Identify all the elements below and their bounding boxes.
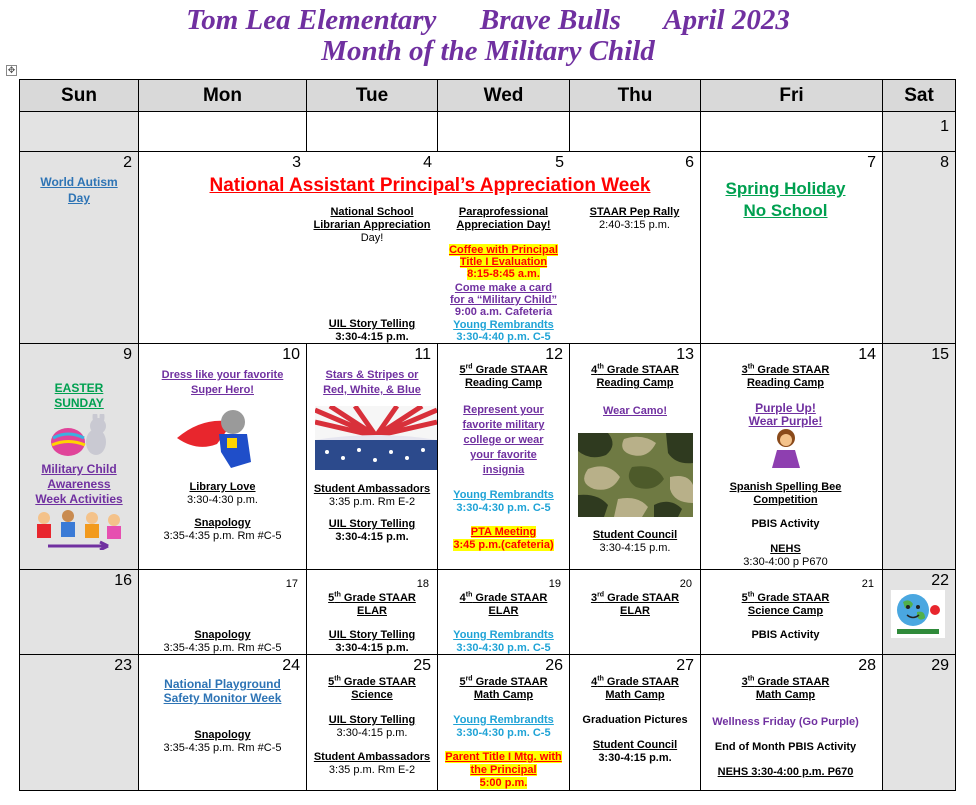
event-librarian-day: National School Librarian Appreciation Day!: [313, 206, 431, 244]
header-mon: Mon: [138, 79, 307, 112]
day-number: 28: [858, 657, 876, 674]
event-staar-pep-rally: STAAR Pep Rally 2:40-3:15 p.m.: [589, 206, 680, 231]
day-cell: [569, 654, 701, 791]
event-wear-camo: Wear Camo!: [603, 405, 667, 417]
day-number: 4: [423, 154, 432, 171]
day-number: 2: [123, 154, 132, 171]
event-staar-elar: 5th Grade STAAR ELAR: [328, 591, 416, 617]
event-spring-holiday: Spring Holiday No School: [725, 179, 846, 220]
day-number: 22: [931, 572, 949, 589]
day-number: 19: [548, 578, 561, 590]
event-graduation-pictures: Graduation Pictures: [582, 714, 688, 726]
cell-empty: [19, 111, 139, 152]
easter-bunny-icon: [46, 414, 116, 460]
event-paraprofessional-day: Paraprofessional Appreciation Day!: [456, 206, 551, 231]
event-parent-title-i-meeting: Parent Title I Mtg. with the Principal 5:00 p.m.: [445, 751, 562, 789]
day-number: 14: [858, 346, 876, 363]
day-number: 23: [114, 657, 132, 674]
banner-assistant-principal-week: National Assistant Principal’s Appreciation Week: [209, 175, 651, 196]
day-number: 29: [931, 657, 949, 674]
camouflage-image: [578, 433, 693, 517]
event-student-council: Student Council 3:30-4:15 p.m.: [592, 529, 678, 554]
event-student-council: Student Council 3:30-4:15 p.m.: [592, 739, 678, 764]
event-young-rembrandts: Young Rembrandts 3:30-4:40 p.m. C-5: [453, 319, 554, 343]
day-number: 10: [282, 346, 300, 363]
day-cell: [19, 654, 139, 791]
event-snapology: Snapology 3:35-4:35 p.m. Rm #C-5: [163, 517, 282, 542]
day-cell: [19, 343, 139, 570]
event-staar-elar: 3rd Grade STAAR ELAR: [590, 591, 680, 617]
event-superhero-day: Dress like your favorite Super Hero!: [161, 369, 284, 396]
header-tue: Tue: [306, 79, 438, 112]
day-number: 9: [123, 346, 132, 363]
day-cell: [437, 343, 570, 570]
superhero-icon: [173, 408, 273, 470]
event-uil-story-telling: UIL Story Telling 3:30-4:15 p.m.: [328, 518, 416, 543]
event-staar-science: 5th Grade STAAR Science: [328, 675, 416, 701]
day-number: 15: [931, 346, 949, 363]
event-library-love: Library Love 3:30-4:30 p.m.: [187, 481, 258, 506]
cell-empty: [700, 111, 883, 152]
day-cell: [569, 343, 701, 570]
event-young-rembrandts: Young Rembrandts 3:30-4:30 p.m. C-5: [453, 489, 554, 514]
day-number: 21: [861, 578, 874, 590]
cell-empty: [569, 111, 701, 152]
event-staar-math-camp: 5rd Grade STAAR Math Camp: [459, 675, 548, 701]
day-cell: [138, 343, 307, 570]
day-cell: [882, 343, 956, 570]
girl-purple-icon: [769, 428, 803, 470]
day-cell: [138, 654, 307, 791]
event-staar-reading-camp: 4th Grade STAAR Reading Camp: [591, 363, 679, 389]
day-cell: [882, 151, 956, 344]
day-number: 5: [555, 154, 564, 171]
event-end-of-month-pbis: End of Month PBIS Activity: [714, 741, 857, 753]
event-student-ambassadors: Student Ambassadors 3:35 p.m. Rm E-2: [313, 483, 431, 508]
event-staar-math-camp: 4th Grade STAAR Math Camp: [591, 675, 679, 701]
day-cell: [19, 569, 139, 655]
event-student-ambassadors: Student Ambassadors 3:35 p.m. Rm E-2: [313, 751, 431, 776]
header-thu: Thu: [569, 79, 701, 112]
event-staar-reading-camp: 5rd Grade STAAR Reading Camp: [459, 363, 548, 389]
event-young-rembrandts: Young Rembrandts 3:30-4:30 p.m. C-5: [453, 714, 554, 739]
happy-earth-day-icon: [891, 590, 945, 638]
event-easter-sunday: EASTER SUNDAY: [54, 381, 104, 410]
day-cell: [700, 654, 883, 791]
event-spanish-spelling-bee: Spanish Spelling Bee Competition: [729, 481, 842, 506]
day-cell: [700, 151, 883, 344]
day-number: 6: [685, 154, 694, 171]
day-number: 11: [414, 346, 431, 363]
event-nehs: NEHS 3:30-4:00 p.m. P670: [717, 766, 854, 778]
event-uil-story-telling: UIL Story Telling 3:30-4:15 p.m.: [328, 629, 416, 654]
event-purple-up: Purple Up! Wear Purple!: [748, 401, 823, 428]
day-number: 20: [679, 578, 692, 590]
day-cell: [306, 654, 438, 791]
day-cell: [437, 654, 570, 791]
event-uil-story-telling: UIL Story Telling 3:30-4:15 p.m.: [328, 714, 416, 739]
event-staar-science-camp: 5th Grade STAAR Science Camp: [741, 591, 830, 617]
day-number: 17: [285, 578, 298, 590]
flag-stars-stripes-icon: [315, 406, 437, 470]
cell-empty: [306, 111, 438, 152]
day-cell: [569, 569, 701, 655]
calendar-title-school: Tom Lea Elementary Brave Bulls April 2023: [186, 4, 790, 36]
day-number: 1: [940, 118, 949, 135]
day-cell: [306, 569, 438, 655]
day-cell: [437, 569, 570, 655]
event-stars-stripes: Stars & Stripes or Red, White, & Blue: [323, 369, 421, 396]
event-playground-safety-week[interactable]: National Playground Safety Monitor Week: [163, 677, 282, 705]
day-number: 27: [676, 657, 694, 674]
day-cell: [700, 569, 883, 655]
event-pbis-activity: PBIS Activity: [751, 629, 820, 641]
day-number: 3: [292, 154, 301, 171]
day-cell: [882, 569, 956, 655]
day-number: 24: [282, 657, 300, 674]
day-cell: [882, 111, 956, 152]
header-sun: Sun: [19, 79, 139, 112]
day-cell: [306, 343, 438, 570]
event-pta-meeting: PTA Meeting 3:45 p.m.(cafeteria): [453, 526, 554, 551]
day-cell: [138, 569, 307, 655]
event-snapology: Snapology 3:35-4:35 p.m. Rm #C-5: [163, 729, 282, 754]
day-number: 13: [676, 346, 694, 363]
event-represent-military: Represent your favorite military college or wear your favorite insignia: [462, 404, 545, 476]
event-staar-elar: 4th Grade STAAR ELAR: [459, 591, 548, 617]
kids-icon: [30, 510, 126, 550]
event-snapology: Snapology 3:35-4:35 p.m. Rm #C-5: [163, 629, 282, 654]
day-number: 8: [940, 154, 949, 171]
event-pbis-activity: PBIS Activity: [751, 518, 820, 530]
event-nehs: NEHS 3:30-4:00 p P670: [743, 543, 828, 568]
day-number: 26: [545, 657, 563, 674]
event-military-child-card: Come make a card for a “Military Child” 9:00 a.m. Cafeteria: [450, 282, 557, 318]
calendar-title-month-theme: Month of the Military Child: [321, 35, 655, 67]
event-military-child-awareness: Military Child Awareness Week Activities: [35, 462, 123, 506]
day-number: 12: [545, 346, 563, 363]
event-wellness-friday: Wellness Friday (Go Purple): [712, 716, 859, 728]
day-number: 7: [867, 154, 876, 171]
cell-empty: [437, 111, 570, 152]
event-coffee-with-principal: Coffee with Principal Title I Evaluation 8:15-8:45 a.m.: [449, 244, 558, 280]
event-young-rembrandts: Young Rembrandts 3:30-4:30 p.m. C-5: [453, 629, 554, 654]
event-staar-math-camp: 3th Grade STAAR Math Camp: [741, 675, 830, 701]
header-sat: Sat: [882, 79, 956, 112]
cell-empty: [138, 111, 307, 152]
day-number: 25: [413, 657, 431, 674]
day-cell: [882, 654, 956, 791]
event-staar-reading-camp: 3th Grade STAAR Reading Camp: [741, 363, 830, 389]
day-cell: [19, 151, 139, 344]
day-number: 16: [114, 572, 132, 589]
header-fri: Fri: [700, 79, 883, 112]
header-wed: Wed: [437, 79, 570, 112]
event-world-autism[interactable]: World Autism Day: [40, 175, 118, 205]
event-uil-story-telling: UIL Story Telling 3:30-4:15 p.m.: [328, 318, 416, 343]
table-move-handle-icon[interactable]: ✥: [7, 65, 16, 75]
day-cell: [700, 343, 883, 570]
day-number: 18: [416, 578, 429, 590]
